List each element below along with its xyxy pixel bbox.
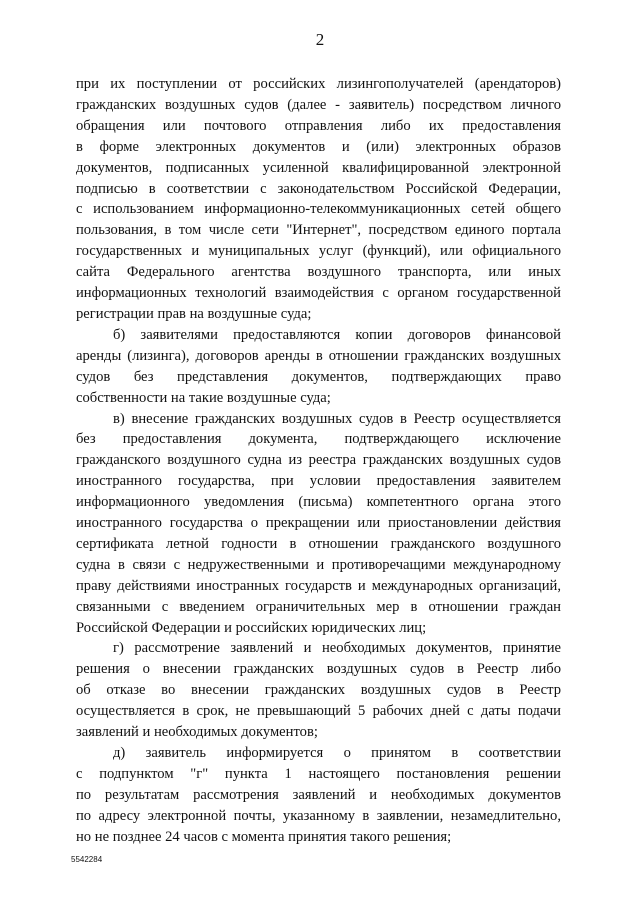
text-line: при их поступлении от российских лизингополучателей (арендаторов)	[76, 76, 561, 92]
text-line: Российской Федерации и российских юридических лиц;	[76, 619, 427, 636]
paragraph-d	[76, 743, 561, 848]
text-line: в форме электронных документов и (или) электронных образов	[76, 138, 561, 155]
paragraph-g	[76, 638, 561, 743]
document-body	[76, 74, 561, 848]
text-line: сайта Федерального агентства воздушного транспорта, или иных	[76, 264, 561, 281]
text-line: осуществляется в срок, не превышающий 5 рабочих дней с даты подачи	[76, 703, 561, 720]
text-line: государственных и муниципальных услуг (функций), или официального	[76, 243, 561, 260]
text-line: с подпунктом "г" пункта 1 настоящего постановления решении	[76, 765, 561, 782]
text-line: обращения или почтового отправления либо их предоставления	[76, 117, 561, 134]
document-code: 5542284	[71, 855, 103, 864]
paragraph-b	[76, 325, 561, 409]
text-line: праву действиями иностранных государств и международных организаций,	[76, 577, 561, 594]
paragraph-v	[76, 409, 561, 639]
text-line: документов, подписанных усиленной квалифицированной электронной	[76, 159, 561, 176]
text-line: г) рассмотрение заявлений и необходимых документов, принятие	[113, 640, 561, 657]
text-line: б) заявителями предоставляются копии договоров финансовой	[113, 326, 561, 343]
text-line: пользования, в том числе сети "Интернет", посредством единого портала	[76, 222, 561, 239]
text-line: регистрации прав на воздушные суда;	[76, 305, 312, 322]
text-line: информационного уведомления (письма) компетентного органа этого	[76, 494, 561, 511]
text-line: в) внесение гражданских воздушных судов в Реестр осуществляется	[113, 410, 561, 427]
page-number: 2	[315, 30, 325, 49]
text-line: подписью в соответствии с законодательством Российской Федерации,	[76, 180, 561, 197]
text-line: по результатам рассмотрения заявлений и необходимых документов	[76, 786, 561, 803]
text-line: решения о внесении гражданских воздушных судов в Реестр либо	[76, 661, 561, 678]
text-line: информационных технологий взаимодействия с органом государственной	[76, 285, 561, 302]
text-line: но не позднее 24 часов с момента принятия такого решения;	[76, 828, 452, 845]
text-line: связанными с введением ограничительных мер в отношении граждан	[76, 598, 561, 615]
text-line: заявлений и необходимых документов;	[76, 724, 318, 741]
text-line: судов без представления документов, подтверждающих право	[76, 368, 561, 385]
text-line: д) заявитель информируется о принятом в соответствии	[113, 745, 561, 761]
paragraph-a-continued	[76, 74, 561, 325]
text-line: с использованием информационно-телекоммуникационных сетей общего	[76, 201, 561, 218]
text-line: судна в связи с недружественными и противоречащими международному	[76, 556, 561, 573]
text-line: об отказе во внесении гражданских воздушных судов в Реестр	[76, 682, 561, 699]
text-line: собственности на такие воздушные суда;	[76, 389, 331, 406]
text-line: гражданского воздушного судна из реестра гражданских воздушных судов	[76, 452, 561, 469]
text-line: аренды (лизинга), договоров аренды в отношении гражданских воздушных	[76, 347, 561, 364]
text-line: по адресу электронной почты, указанному в заявлении, незамедлительно,	[76, 807, 561, 824]
text-line: гражданских воздушных судов (далее - заявитель) посредством личного	[76, 96, 561, 113]
text-line: иностранного государства о прекращении или приостановлении действия	[76, 515, 561, 532]
text-line: без предоставления документа, подтверждающего исключение	[76, 431, 561, 448]
text-line: иностранного государства, при условии предоставления заявителем	[76, 473, 561, 490]
text-line: сертификата летной годности в отношении гражданского воздушного	[76, 535, 561, 552]
